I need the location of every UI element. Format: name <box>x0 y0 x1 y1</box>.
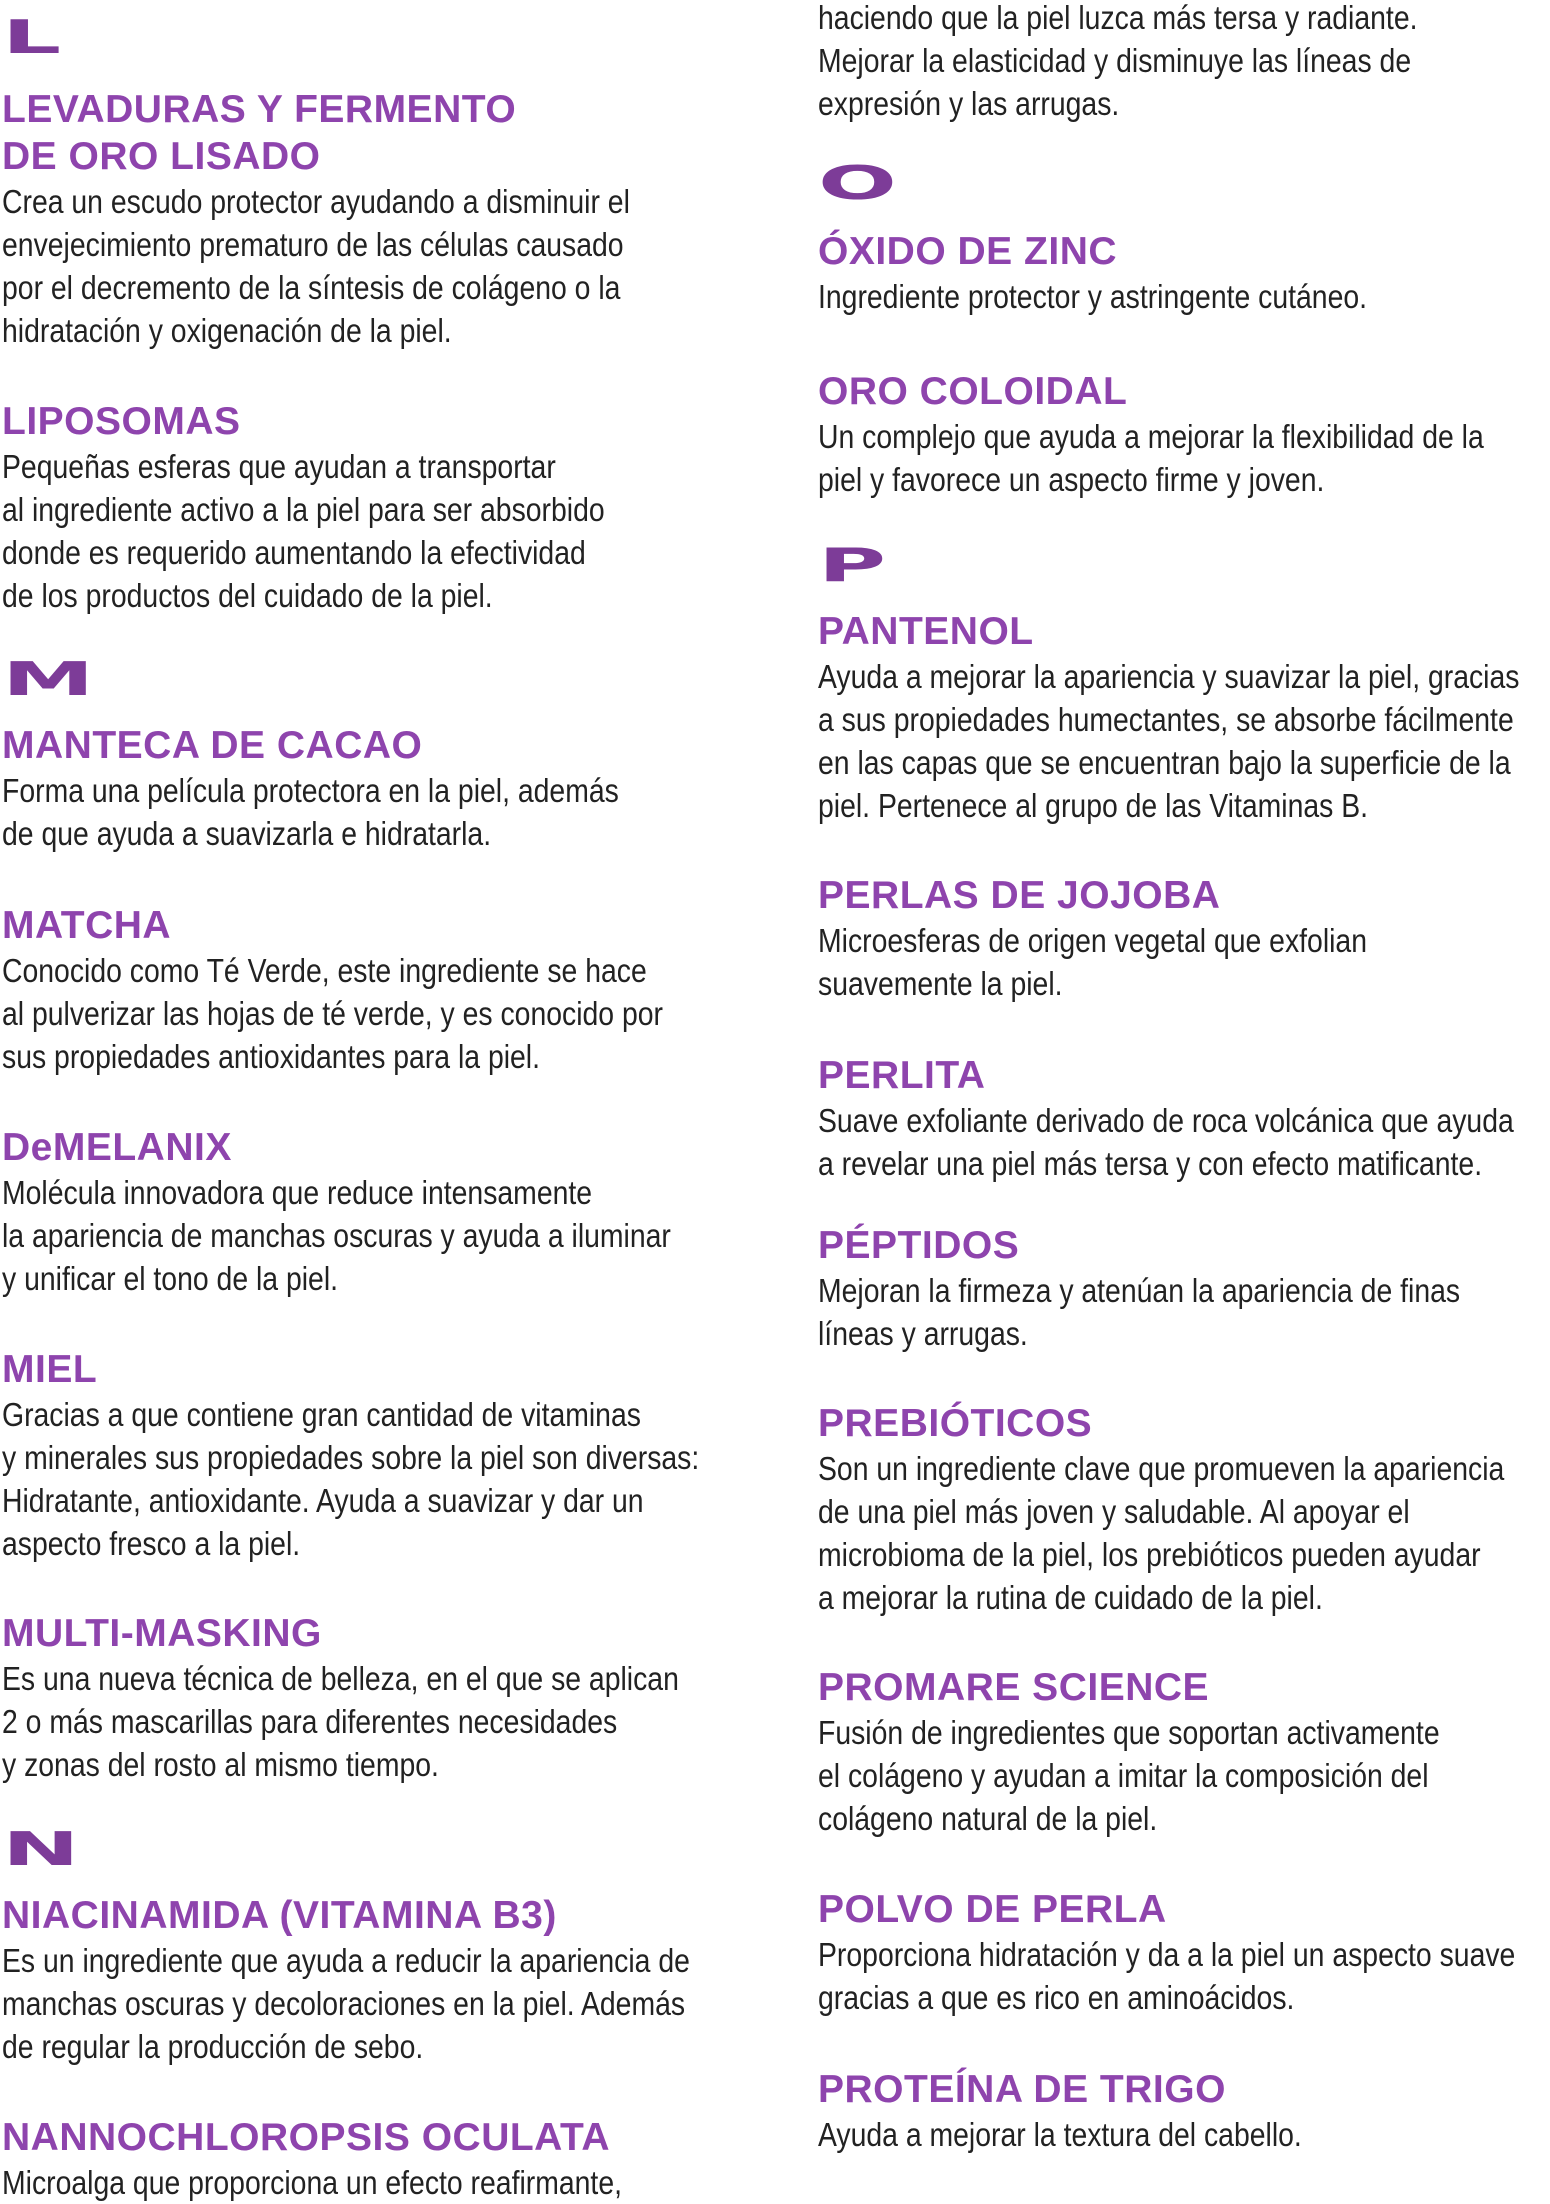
entry-title: MIEL <box>2 1348 98 1391</box>
entry-title: PERLITA <box>818 1054 986 1097</box>
entry-desc-line: de que ayuda a suavizarla e hidratarla. <box>2 815 492 852</box>
entry-desc-line: Proporciona hidratación y da a la piel un aspecto suave <box>818 1936 1516 1973</box>
entry-title: POLVO DE PERLA <box>818 1888 1167 1931</box>
entry-title: MULTI-MASKING <box>2 1612 322 1655</box>
entry-desc-line: Gracias a que contiene gran cantidad de vitaminas <box>2 1396 641 1433</box>
entry-desc-line: y zonas del rosto al mismo tiempo. <box>2 1746 439 1783</box>
entry-desc-line: Crea un escudo protector ayudando a disminuir el <box>2 183 630 220</box>
entry-demelanix <box>2 1124 742 1300</box>
entry-desc-line: Mejorar la elasticidad y disminuye las líneas de <box>818 42 1412 79</box>
entry-desc-line: colágeno natural de la piel. <box>818 1800 1158 1837</box>
entry-miel <box>2 1346 742 1565</box>
section-letter-m: M <box>2 653 95 707</box>
entry-desc-line: líneas y arrugas. <box>818 1315 1028 1352</box>
entry-nannochloropsis <box>2 2114 742 2204</box>
entry-desc-line: Molécula innovadora que reduce intensamente <box>2 1174 593 1211</box>
entry-desc-line: por el decremento de la síntesis de colágeno o la <box>2 269 621 306</box>
entry-desc-line: envejecimiento prematuro de las células causado <box>2 226 624 263</box>
entry-desc-line: sus propiedades antioxidantes para la piel. <box>2 1038 541 1075</box>
entry-desc-line: Es una nueva técnica de belleza, en el que se aplican <box>2 1660 679 1697</box>
entry-desc-line: aspecto fresco a la piel. <box>2 1525 301 1562</box>
entry-desc-line: la apariencia de manchas oscuras y ayuda a iluminar <box>2 1217 671 1254</box>
entry-desc-line: a revelar una piel más tersa y con efecto matificante. <box>818 1145 1483 1182</box>
entry-desc-line: de una piel más joven y saludable. Al apoyar el <box>818 1493 1410 1530</box>
entry-desc-line: 2 o más mascarillas para diferentes necesidades <box>2 1703 618 1740</box>
entry-continuation <box>818 0 1550 125</box>
entry-desc-line: a mejorar la rutina de cuidado de la piel. <box>818 1579 1323 1616</box>
entry-desc-line: en las capas que se encuentran bajo la superficie de la <box>818 744 1511 781</box>
entry-liposomas <box>2 398 742 617</box>
entry-desc-line: hidratación y oxigenación de la piel. <box>2 312 452 349</box>
entry-proteina <box>818 2066 1550 2156</box>
entry-desc-line: Microalga que proporciona un efecto reafirmante, <box>2 2164 622 2201</box>
entry-peptidos <box>818 1222 1550 1355</box>
entry-perlita <box>818 1052 1550 1185</box>
entry-desc-line: manchas oscuras y decoloraciones en la piel. Además <box>2 1985 686 2022</box>
entry-pantenol <box>818 608 1550 827</box>
section-letter-n: N <box>2 1823 80 1877</box>
entry-desc-line: Pequeñas esferas que ayudan a transportar <box>2 448 556 485</box>
entry-desc-line: microbioma de la piel, los prebióticos pueden ayudar <box>818 1536 1481 1573</box>
entry-desc-line: y minerales sus propiedades sobre la piel son diversas: <box>2 1439 700 1476</box>
entry-desc-line: gracias a que es rico en aminoácidos. <box>818 1979 1295 2016</box>
entry-polvo <box>818 1886 1550 2019</box>
entry-desc-line: y unificar el tono de la piel. <box>2 1260 339 1297</box>
entry-desc-line: Suave exfoliante derivado de roca volcánica que ayuda <box>818 1102 1514 1139</box>
entry-title: PANTENOL <box>818 610 1034 653</box>
entry-title: PERLAS DE JOJOBA <box>818 874 1221 917</box>
entry-title: MATCHA <box>2 904 172 947</box>
entry-title: NIACINAMIDA (VITAMINA B3) <box>2 1894 557 1937</box>
entry-desc-line: el colágeno y ayudan a imitar la composición del <box>818 1757 1429 1794</box>
entry-title: PROMARE SCIENCE <box>818 1666 1210 1709</box>
entry-desc-line: piel. Pertenece al grupo de las Vitaminas B. <box>818 787 1369 824</box>
entry-desc-line: Ayuda a mejorar la textura del cabello. <box>818 2116 1302 2153</box>
entry-desc-line: Microesferas de origen vegetal que exfolian <box>818 922 1368 959</box>
entry-multimasking <box>2 1610 742 1786</box>
entry-desc-line: expresión y las arrugas. <box>818 85 1120 122</box>
entry-desc-line: donde es requerido aumentando la efectividad <box>2 534 586 571</box>
entry-desc-line: al ingrediente activo a la piel para ser absorbido <box>2 491 605 528</box>
entry-desc-line: de regular la producción de sebo. <box>2 2028 424 2065</box>
entry-desc-line: de los productos del cuidado de la piel. <box>2 577 493 614</box>
entry-desc-line: Fusión de ingredientes que soportan activamente <box>818 1714 1440 1751</box>
entry-desc-line: Hidratante, antioxidante. Ayuda a suavizar y dar un <box>2 1482 644 1519</box>
section-letter-l: L <box>2 11 62 65</box>
entry-title-line: DE ORO LISADO <box>2 135 321 178</box>
section-letter-p: P <box>818 539 887 593</box>
entry-title: ORO COLOIDAL <box>818 370 1128 413</box>
entry-desc-line: Mejoran la firmeza y atenúan la apariencia de finas <box>818 1272 1461 1309</box>
entry-title: PREBIÓTICOS <box>818 1402 1093 1445</box>
entry-levaduras <box>2 86 742 352</box>
entry-oro <box>818 368 1550 501</box>
entry-desc-line: al pulverizar las hojas de té verde, y es conocido por <box>2 995 663 1032</box>
entry-desc-line: suavemente la piel. <box>818 965 1063 1002</box>
entry-desc-line: haciendo que la piel luzca más tersa y radiante. <box>818 0 1418 36</box>
entry-desc-line: a sus propiedades humectantes, se absorbe fácilmente <box>818 701 1514 738</box>
entry-perlas <box>818 872 1550 1005</box>
section-letter-o: O <box>818 157 897 211</box>
entry-desc-line: Ayuda a mejorar la apariencia y suavizar la piel, gracias <box>818 658 1520 695</box>
entry-desc-line: Conocido como Té Verde, este ingrediente se hace <box>2 952 647 989</box>
entry-desc-line: Es un ingrediente que ayuda a reducir la apariencia de <box>2 1942 690 1979</box>
entry-title: ÓXIDO DE ZINC <box>818 230 1118 273</box>
entry-title: MANTECA DE CACAO <box>2 724 423 767</box>
entry-desc-line: Un complejo que ayuda a mejorar la flexibilidad de la <box>818 418 1484 455</box>
entry-matcha <box>2 902 742 1078</box>
entry-manteca <box>2 722 742 855</box>
entry-title: LIPOSOMAS <box>2 400 241 443</box>
entry-title: DeMELANIX <box>2 1126 232 1169</box>
entry-desc-line: Ingrediente protector y astringente cutáneo. <box>818 278 1368 315</box>
entry-title: NANNOCHLOROPSIS OCULATA <box>2 2116 611 2159</box>
entry-desc-line: Son un ingrediente clave que promueven la apariencia <box>818 1450 1505 1487</box>
entry-oxido <box>818 228 1550 318</box>
entry-title: PÉPTIDOS <box>818 1224 1020 1267</box>
entry-niacinamida <box>2 1892 742 2068</box>
entry-promare <box>818 1664 1550 1840</box>
entry-desc-line: piel y favorece un aspecto firme y joven. <box>818 461 1325 498</box>
entry-title: PROTEÍNA DE TRIGO <box>818 2068 1226 2111</box>
entry-desc-line: Forma una película protectora en la piel, además <box>2 772 619 809</box>
entry-prebioticos <box>818 1400 1550 1619</box>
entry-title-line: LEVADURAS Y FERMENTO <box>2 88 517 131</box>
